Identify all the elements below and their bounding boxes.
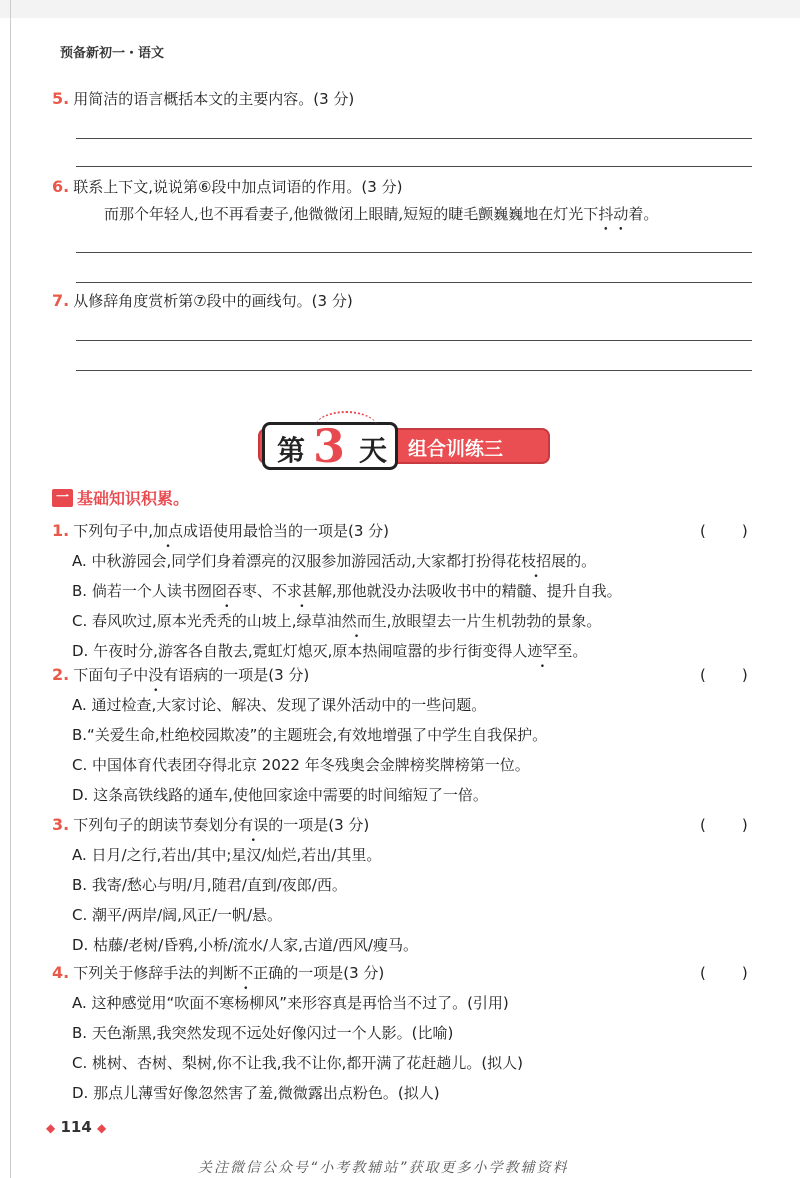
option-b <box>72 874 347 895</box>
answer-line[interactable] <box>76 166 752 167</box>
answer-line[interactable] <box>76 282 752 283</box>
day-box <box>262 419 398 473</box>
answer-bracket[interactable]: ( ) <box>700 666 750 684</box>
answer-bracket[interactable]: ( ) <box>700 964 750 982</box>
question-number: 2. <box>52 665 70 684</box>
question-number: 3. <box>52 815 70 834</box>
question-text: 用简洁的语言概括本文的主要内容。(3 分) <box>73 90 355 108</box>
option-d <box>72 640 587 661</box>
question-7 <box>52 290 353 311</box>
question-2 <box>52 664 309 685</box>
emphasized-text: 加点 <box>153 522 184 540</box>
text-segment: 的。 <box>566 552 597 570</box>
diamond-icon: ◆ <box>46 1121 56 1135</box>
text-segment: 下列句子的朗读节奏划分 <box>73 816 239 834</box>
quoted-passage <box>104 203 658 224</box>
text-segment: C. 春风吹过,原本光秃秃的山坡上,绿草 <box>72 612 327 630</box>
question-number: 1. <box>52 521 70 540</box>
option-a <box>72 844 381 865</box>
answer-line[interactable] <box>76 252 752 253</box>
question-1 <box>52 520 389 541</box>
option-a <box>72 992 509 1013</box>
emphasized-text: 花枝招展 <box>506 552 567 570</box>
day-number: 3 <box>313 419 346 473</box>
answer-line[interactable] <box>76 340 752 341</box>
option-c <box>72 904 282 925</box>
banner-subtitle: 组合训练三 <box>408 438 504 460</box>
emphasized-text: 没 <box>148 666 164 684</box>
option-a <box>72 550 596 571</box>
text-segment: 成语使用最恰当的一项是(3 分) <box>183 522 390 540</box>
text-segment: 下列句子中, <box>73 522 153 540</box>
section-title: 基础知识积累。 <box>77 489 190 508</box>
text-segment: A. 通过检查,大家讨论、解决、发现了课外活动中的一些问题。 <box>72 696 487 714</box>
text-segment: B. 我寄/愁心与明/月,随君/直到/夜郎/西。 <box>72 876 347 894</box>
question-6 <box>52 176 402 197</box>
text-segment: 的一项是(3 分) <box>268 816 370 834</box>
emphasized-text: 不求甚解 <box>271 582 332 600</box>
emphasized-text: 油然而生 <box>326 612 387 630</box>
question-text: 从修辞角度赏析第⑦段中的画线句。(3 分) <box>73 292 353 310</box>
day-prefix: 第 <box>277 434 306 467</box>
option-d <box>72 784 488 805</box>
text-segment: C. 中国体育代表团夺得北京 2022 年冬残奥会金牌榜奖牌榜第一位。 <box>72 756 530 774</box>
option-c <box>72 754 530 775</box>
footer-note: 关注微信公众号“小考教辅站”获取更多小学教辅资料 <box>198 1160 569 1176</box>
question-5 <box>52 88 354 109</box>
emphasized-text: 囫囵吞枣 <box>196 582 257 600</box>
text-segment: 有语病的一项是(3 分) <box>163 666 310 684</box>
text-segment: A. 日月/之行,若出/其中;星汉/灿烂,若出/其里。 <box>72 846 382 864</box>
text-segment: B.“关爱生命,杜绝校园欺凌”的主题班会,有效地增强了中学生自我保护。 <box>72 726 548 744</box>
question-number: 4. <box>52 963 70 982</box>
text-segment: B. 天色渐黑,我突然发现不远处好像闪过一个人影。(比喻) <box>72 1024 454 1042</box>
answer-line[interactable] <box>76 370 752 371</box>
text-segment: C. 桃树、杏树、梨树,你不让我,我不让你,都开满了花赶趟儿。(拟人) <box>72 1054 524 1072</box>
question-number: 6. <box>52 177 70 196</box>
section-header <box>52 486 189 506</box>
page-number-text: 114 <box>60 1118 92 1136</box>
answer-bracket[interactable]: ( ) <box>700 522 750 540</box>
option-c <box>72 610 601 631</box>
question-number: 5. <box>52 89 70 108</box>
day-suffix: 天 <box>359 434 388 467</box>
option-d <box>72 934 418 955</box>
text-segment: 下列关于修辞手法的判断 <box>73 964 239 982</box>
text-segment: D. 午夜时分,游客各自散去,霓虹灯熄灭,原本热闹喧嚣的步行街变得 <box>72 642 513 660</box>
question-4 <box>52 962 384 983</box>
text-segment: D. 枯藤/老树/昏鸦,小桥/流水/人家,古道/西风/瘦马。 <box>72 936 418 954</box>
option-c <box>72 1052 523 1073</box>
text-segment: D. 那点儿薄雪好像忽然害了羞,微微露出点粉色。(拟人) <box>72 1084 440 1102</box>
option-b <box>72 1022 453 1043</box>
diamond-icon: ◆ <box>97 1121 107 1135</box>
text-segment: D. 这条高铁线路的通车,使他回家途中需要的时间缩短了一倍。 <box>72 786 488 804</box>
day-banner <box>258 419 550 473</box>
emphasized-text: 有误 <box>238 816 269 834</box>
text-segment: C. 潮平/两岸/阔,风正/一帆/悬。 <box>72 906 282 924</box>
emphasized-text: 不 <box>238 964 254 982</box>
option-a <box>72 694 486 715</box>
text-segment: A. 这种感觉用“吹面不寒杨柳风”来形容真是再恰当不过了。(引用) <box>72 994 509 1012</box>
text-segment: A. 中秋游园会,同学们身着漂亮的汉服参加游园活动,大家都打扮得 <box>72 552 507 570</box>
header-title: 预备新初一・语文 <box>60 46 165 61</box>
answer-bracket[interactable]: ( ) <box>700 816 750 834</box>
quote-text: 着。 <box>628 205 659 223</box>
emphasized-text: 人迹罕至 <box>512 642 573 660</box>
text-segment: B. 倘若一个人读书 <box>72 582 197 600</box>
question-number: 7. <box>52 291 70 310</box>
text-segment: ,放眼望去一片生机勃勃的景象。 <box>386 612 602 630</box>
question-text: 联系上下文,说说第⑥段中加点词语的作用。(3 分) <box>73 178 403 196</box>
quote-text: 而那个年轻人,也不再看妻子,他微微闭上眼睛,短短的睫毛颤巍巍地在灯光下 <box>104 205 599 223</box>
text-segment: 、 <box>256 582 272 600</box>
text-segment: 下面句子中 <box>73 666 149 684</box>
page-edge-line <box>10 0 11 1178</box>
question-3 <box>52 814 369 835</box>
answer-line[interactable] <box>76 138 752 139</box>
text-segment: 正确的一项是(3 分) <box>253 964 385 982</box>
section-number: 一 <box>52 489 73 507</box>
page-number <box>46 1118 106 1136</box>
option-b <box>72 724 547 745</box>
option-b <box>72 580 622 601</box>
emphasized-char: 动 <box>613 205 629 223</box>
text-segment: ,那他就没办法吸收书中的精髓、提升自我。 <box>331 582 622 600</box>
option-d <box>72 1082 440 1103</box>
header-band <box>0 0 800 18</box>
emphasized-char: 抖 <box>598 205 614 223</box>
text-segment: 。 <box>572 642 588 660</box>
